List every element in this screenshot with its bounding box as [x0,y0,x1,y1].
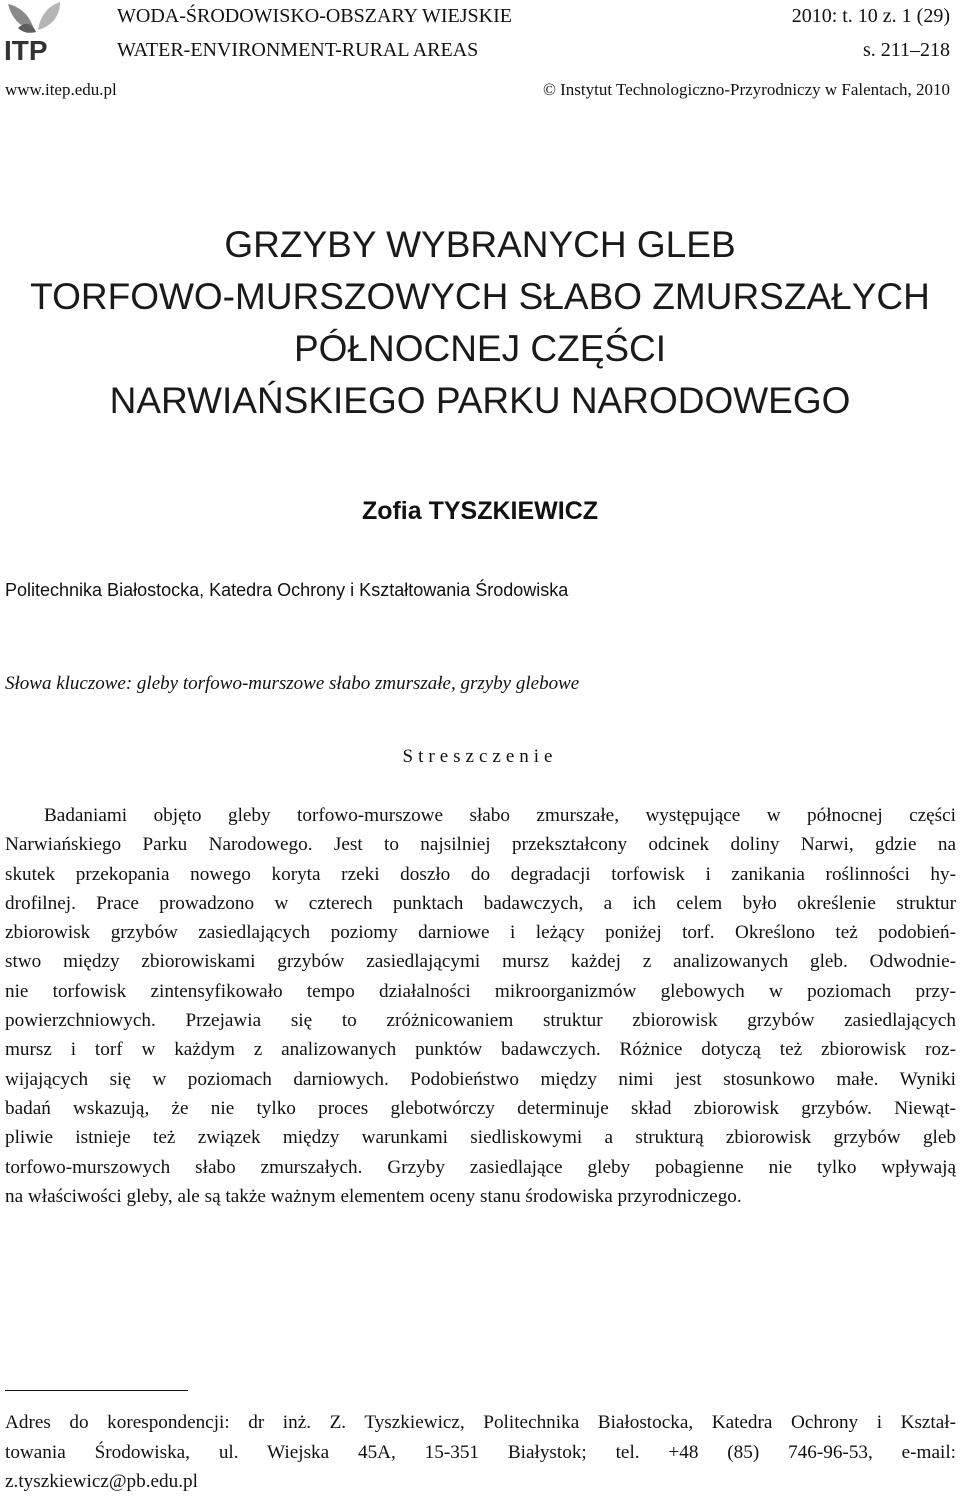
itp-logo [4,0,90,62]
correspondence-footnote [5,1408,956,1497]
abstract-line: skutek przekopania nowego koryta rzeki doszło do degradacji torfowisk i zanikania roślinności hy- [5,863,956,885]
issue-info: 2010: t. 10 z. 1 (29) [791,5,950,27]
abstract-line: torfowo-murszowych słabo zmurszałych. Grzyby zasiedlające gleby pobagienne nie tylko wpływają [5,1156,956,1178]
keywords: Słowa kluczowe: gleby torfowo-murszowe słabo zmurszałe, grzyby glebowe [5,673,580,694]
abstract-line: na właściwości gleby, ale są także ważnym elementem oceny stanu środowiska przyrodniczego. [5,1185,742,1207]
abstract-line: mursz i torf w każdym z analizowanych punktów badawczych. Różnice dotyczą też zbiorowisk roz- [5,1039,956,1061]
article-title-line-1: GRZYBY WYBRANYCH GLEB [224,224,736,265]
abstract-heading: Streszczenie [402,746,558,767]
page-range: s. 211–218 [862,39,950,61]
abstract-line: drofilnej. Prace prowadzono w czterech punktach badawczych, a ich celem było określenie struktur [5,892,956,914]
footnote-line: Adres do korespondencji: dr inż. Z. Tyszkiewicz, Politechnika Białostocka, Katedra Ochrony i Kształ- [5,1412,956,1433]
abstract-line: Badaniami objęto gleby torfowo-murszowe słabo zmurszałe, występujące w północnej części [44,805,956,826]
article-title-line-4: NARWIAŃSKIEGO PARKU NARODOWEGO [109,380,851,421]
journal-name-english: WATER-ENVIRONMENT-RURAL AREAS [117,39,479,61]
logo-text: ITP [4,35,48,62]
abstract-line: pliwie istnieje też związek między warunkami siedliskowymi a strukturą zbiorowisk grzybów gleb [5,1127,956,1149]
journal-website-link[interactable]: www.itep.edu.pl [5,80,117,99]
abstract-line: badań wskazują, że nie tylko proces glebotwórczy determinuje skład zbiorowisk grzybów. Niewąt- [5,1097,956,1119]
abstract-line: wijających się w poziomach darniowych. Podobieństwo między nimi jest stosunkowo małe. Wyniki [5,1068,956,1090]
article-title-line-3: PÓŁNOCNEJ CZĘŚCI [293,328,667,369]
footnote-separator [5,1390,188,1391]
itp-logo-icon [4,0,90,62]
abstract-line: zbiorowisk grzybów zasiedlających poziomy darniowe i leżący poniżej torf. Określono też podobień- [5,922,956,944]
abstract-line: powierzchniowych. Przejawia się to zróżnicowaniem struktur zbiorowisk grzybów zasiedlających [5,1010,956,1032]
abstract-line: stwo między zbiorowiskami grzybów zasiedlającymi mursz każdej z analizowanych gleb. Odwodnie- [5,951,956,973]
abstract-line: nie torfowisk zintensyfikowało tempo działalności mikroorganizmów glebowych w poziomach przy- [5,980,956,1002]
abstract-line: Narwiańskiego Parku Narodowego. Jest to najsilniej przekształcony odcinek doliny Narwi, gdzie na [5,834,956,856]
author-name: Zofia TYSZKIEWICZ [361,497,599,525]
footnote-email-line[interactable]: z.tyszkiewicz@pb.edu.pl [5,1471,198,1492]
footnote-line: towania Środowiska, ul. Wiejska 45A, 15-351 Białystok; tel. +48 (85) 746-96-53, e-mail: [5,1441,956,1463]
article-title-line-2: TORFOWO-MURSZOWYCH SŁABO ZMURSZAŁYCH [30,276,930,317]
author-affiliation: Politechnika Białostocka, Katedra Ochrony i Kształtowania Środowiska [5,580,569,600]
copyright-notice: © Instytut Technologiczno-Przyrodniczy w Falentach, 2010 [542,80,950,99]
journal-name-polish: WODA-ŚRODOWISKO-OBSZARY WIEJSKIE [117,5,512,27]
abstract-body [5,801,956,1211]
